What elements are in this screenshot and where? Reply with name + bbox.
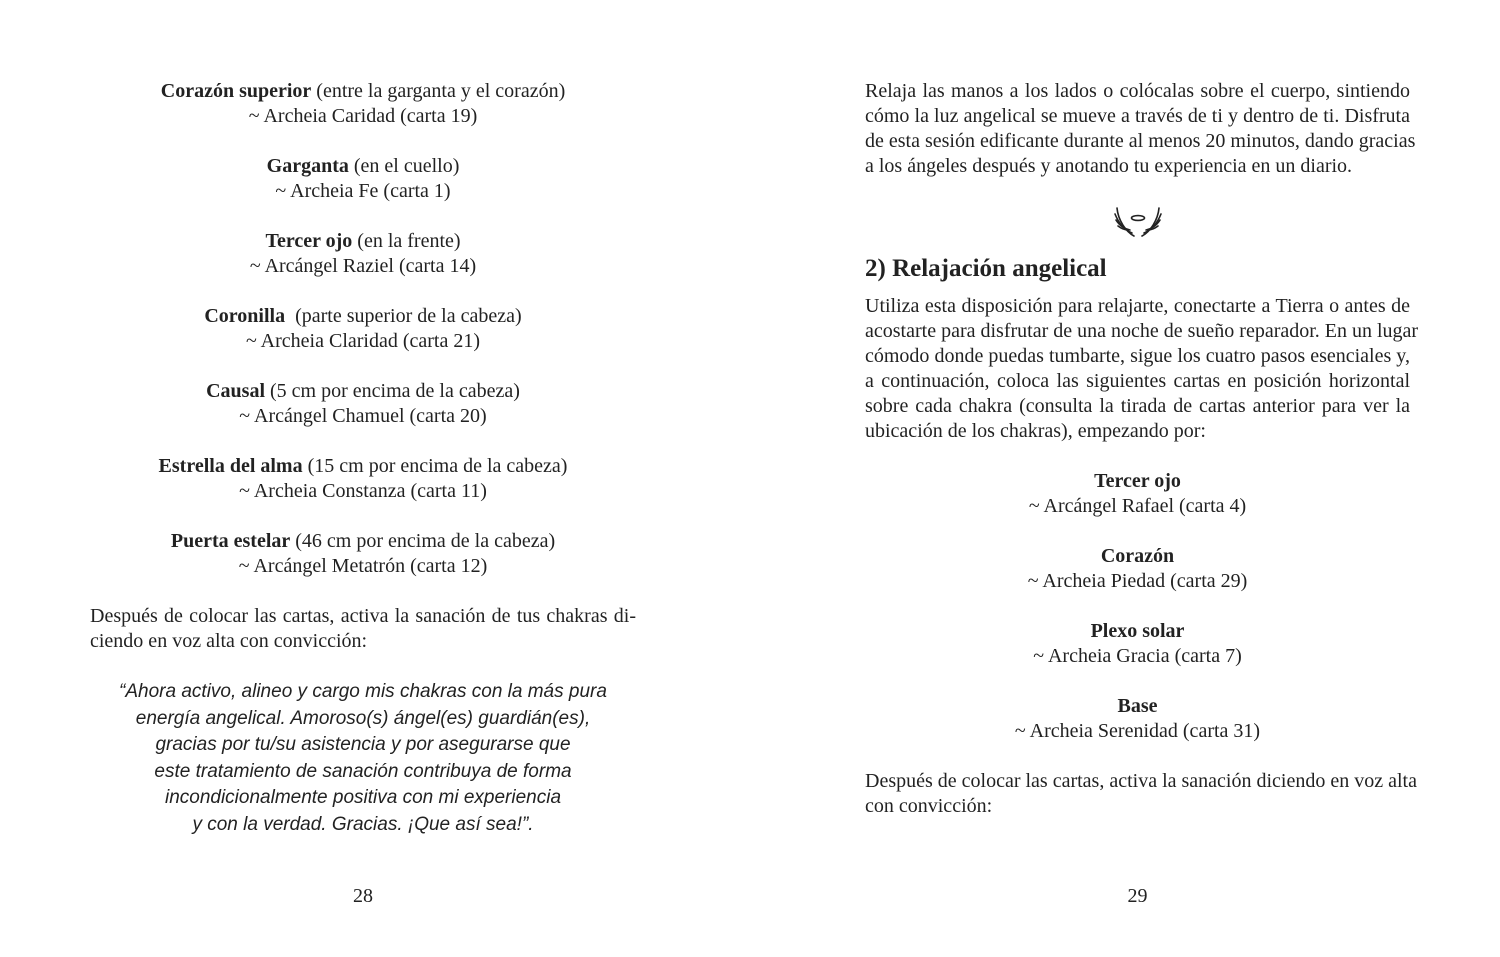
- chakra-assignment: ~ Arcángel Rafael (carta 4): [1028, 495, 1247, 517]
- chakra-heading-line: [90, 79, 636, 104]
- quote-line: incondicionalmente positiva con mi experiencia: [164, 787, 562, 809]
- chakra-location: (parte superior de la cabeza): [285, 305, 522, 327]
- section-paragraph: [865, 294, 1419, 444]
- left-page-content: [90, 79, 636, 839]
- paragraph-line: cómodo donde puedas tumbarte, sigue los cuatro pasos esenciales y,: [865, 345, 1410, 367]
- chakra-name: Tercer ojo: [265, 230, 353, 252]
- chakra-entry: [90, 154, 636, 204]
- chakra-entry: [90, 79, 636, 129]
- paragraph-line: Después de colocar las cartas, activa la sanación diciendo en voz alta: [865, 770, 1417, 792]
- chakra-entry: [90, 454, 636, 504]
- chakra-assignment: ~ Archeia Serenidad (carta 31): [1014, 720, 1261, 742]
- chakra-name: Causal: [206, 380, 266, 402]
- paragraph-line: Utiliza esta disposición para relajarte, conectarte a Tierra o antes de: [865, 295, 1410, 317]
- closing-paragraph: [865, 769, 1417, 819]
- chakra-heading-line: [90, 454, 636, 479]
- chakra-location: (5 cm por encima de la cabeza): [265, 380, 520, 402]
- chakra-heading-line: [90, 229, 636, 254]
- chakra-heading-line: [90, 379, 636, 404]
- quote-line: energía angelical. Amoroso(s) ángel(es) guardián(es),: [135, 707, 591, 729]
- chakra-heading-line: [90, 304, 636, 329]
- right-page: [865, 0, 1419, 957]
- chakra-entry: [90, 379, 636, 429]
- chakra-heading-line: [90, 154, 636, 179]
- chakra-name: Coronilla: [204, 305, 286, 327]
- paragraph-line: de esta sesión edificante durante al menos 20 minutos, dando gracias: [865, 130, 1416, 152]
- chakra-assignment: ~ Archeia Claridad (carta 21): [245, 330, 481, 352]
- chakra-location: (en el cuello): [348, 155, 460, 177]
- chakra-entry: [90, 304, 636, 354]
- chakra-name: Plexo solar: [1090, 620, 1185, 642]
- right-page-content: [865, 79, 1419, 844]
- section-heading: 2) Relajación angelical: [865, 255, 1107, 282]
- chakra-name: Puerta estelar: [170, 530, 291, 552]
- paragraph-line: cómo la luz angelical se mueve a través de ti y dentro de ti. Disfruta: [865, 105, 1410, 127]
- quote-line: este tratamiento de sanación contribuya de forma: [154, 760, 572, 782]
- quote-line: gracias por tu/su asistencia y por asegurarse que: [155, 734, 571, 756]
- paragraph-line: a continuación, coloca las siguientes cartas en posición horizontal: [865, 370, 1410, 392]
- chakra-entry: [865, 544, 1410, 594]
- chakra-assignment: ~ Arcángel Metatrón (carta 12): [238, 555, 488, 577]
- chakra-assignment: ~ Arcángel Chamuel (carta 20): [239, 405, 487, 427]
- chakra-assignment: ~ Archeia Piedad (carta 29): [1027, 570, 1248, 592]
- chakra-name: Tercer ojo: [1094, 470, 1181, 492]
- chakra-location: (46 cm por encima de la cabeza): [290, 530, 556, 552]
- chakra-assignment: ~ Arcángel Raziel (carta 14): [249, 255, 477, 277]
- quote-line: y con la verdad. Gracias. ¡Que así sea!”.: [192, 813, 534, 835]
- chakra-location: (entre la garganta y el corazón): [311, 80, 566, 102]
- chakra-name: Garganta: [266, 155, 349, 177]
- chakra-entry: [90, 529, 636, 579]
- chakra-entry: [865, 694, 1410, 744]
- intro-paragraph: [865, 79, 1416, 179]
- chakra-location: (15 cm por encima de la cabeza): [302, 455, 568, 477]
- chakra-name: Corazón: [1100, 545, 1175, 567]
- paragraph-line: a los ángeles después y anotando tu experiencia en un diario.: [865, 155, 1353, 177]
- chakra-name: Corazón superior: [160, 80, 312, 102]
- paragraph-line: ubicación de los chakras), empezando por:: [865, 420, 1206, 442]
- chakra-assignment: ~ Archeia Gracia (carta 7): [1033, 645, 1242, 667]
- paragraph-line: Relaja las manos a los lados o colócalas sobre el cuerpo, sintiendo: [865, 80, 1410, 102]
- paragraph-line: con convicción:: [865, 795, 993, 817]
- closing-paragraph: [90, 604, 636, 654]
- chakra-assignment: ~ Archeia Constanza (carta 11): [239, 480, 487, 502]
- chakra-entry: [90, 229, 636, 279]
- chakra-entry: [865, 619, 1410, 669]
- paragraph-line: Después de colocar las cartas, activa la sanación de tus chakras di-: [90, 605, 636, 627]
- chakra-entry: [865, 469, 1410, 519]
- paragraph-line: sobre cada chakra (consulta la tirada de cartas anterior para ver la: [865, 395, 1410, 417]
- page-number: 28: [353, 885, 373, 907]
- paragraph-line: acostarte para disfrutar de una noche de sueño reparador. En un lugar: [865, 320, 1419, 342]
- angel-wings-halo-icon: [1112, 204, 1164, 240]
- ornament: [865, 204, 1410, 240]
- page-number: 29: [1127, 885, 1148, 907]
- chakra-name: Base: [1117, 695, 1158, 717]
- left-page: [90, 0, 636, 957]
- paragraph-line: ciendo en voz alta con convicción:: [90, 630, 368, 652]
- chakra-assignment: ~ Archeia Caridad (carta 19): [248, 105, 478, 127]
- quote-line: “Ahora activo, alineo y cargo mis chakras con la más pura: [119, 681, 607, 702]
- affirmation-quote: [90, 679, 636, 839]
- chakra-assignment: ~ Archeia Fe (carta 1): [275, 180, 451, 202]
- chakra-location: (en la frente): [352, 230, 461, 252]
- chakra-heading-line: [90, 529, 636, 554]
- chakra-name: Estrella del alma: [158, 455, 303, 477]
